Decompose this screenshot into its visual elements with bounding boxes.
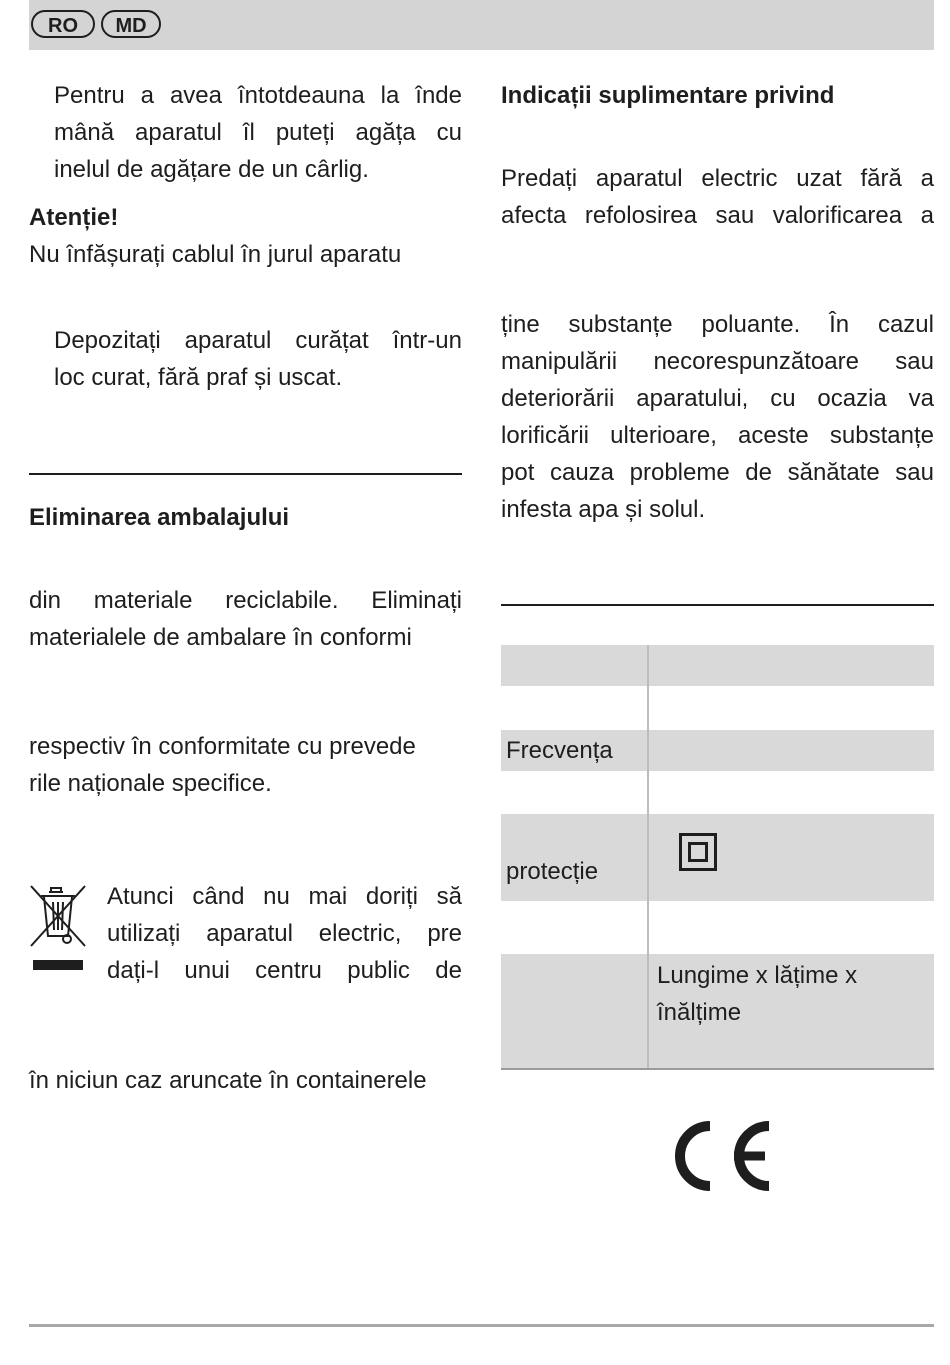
pollutants-line-4: lorificării ulterioare, aceste substanțe — [501, 422, 934, 449]
pollutants-line-6: infesta apa și solul. — [501, 496, 706, 523]
hanging-ring-line-1: Pentru a avea întotdeauna la înde — [54, 82, 462, 109]
packaging-line-1: din materiale reciclabile. Eliminați — [29, 587, 462, 614]
table-bottom-rule — [501, 1068, 934, 1070]
frequency-label: Frecvența — [506, 737, 613, 764]
packaging-line-4: rile naționale specifice. — [29, 770, 272, 797]
attention-text: Nu înfășurați cablul în jurul aparatu — [29, 241, 402, 268]
pollutants-line-1: ține substanțe poluante. În cazul — [501, 311, 934, 338]
recycling-line-2: afecta refolosirea sau valorificarea a — [501, 202, 934, 229]
pollutants-line-5: pot cauza probleme de sănătate sau — [501, 459, 934, 486]
section-divider — [29, 473, 462, 475]
language-badge-ro: RO — [31, 10, 95, 38]
footer-rule — [29, 1324, 934, 1327]
storage-line-1: Depozitați aparatul curățat într-un — [54, 327, 462, 354]
ce-mark-icon — [662, 1117, 774, 1195]
header-bar — [29, 0, 934, 50]
dimensions-value-line-2: înălțime — [657, 999, 742, 1026]
language-badge-md: MD — [101, 10, 161, 38]
table-row — [501, 645, 934, 686]
table-column-divider — [647, 645, 649, 1069]
packaging-line-3: respectiv în conformitate cu prevede — [29, 733, 416, 760]
technical-data-divider — [501, 604, 934, 606]
packaging-line-2: materialele de ambalare în conformi — [29, 624, 412, 651]
pollutants-line-2: manipulării necorespunzătoare sau — [501, 348, 934, 375]
pollutants-line-3: deteriorării aparatului, cu ocazia va — [501, 385, 934, 412]
recycling-line-1: Predați aparatul electric uzat fără a — [501, 165, 934, 192]
packaging-heading: Eliminarea ambalajului — [29, 504, 290, 531]
protection-class-label: protecție — [506, 858, 599, 885]
hanging-ring-line-3: inelul de agățare de un cârlig. — [54, 156, 369, 183]
crossed-out-wheelie-bin-icon — [27, 884, 91, 974]
class-ii-double-square-icon — [679, 833, 717, 871]
attention-heading: Atenție! — [29, 204, 119, 231]
dimensions-value-line-1: Lungime x lățime x — [657, 962, 858, 989]
additional-info-heading: Indicații suplimentare privind — [501, 82, 835, 109]
disposal-bottom-line: în niciun caz aruncate în containerele — [29, 1067, 427, 1094]
hanging-ring-line-2: mână aparatul îl puteți agăța cu — [54, 119, 462, 146]
weee-line-3: dați-l unui centru public de — [107, 957, 462, 984]
weee-line-1: Atunci când nu mai doriți să — [107, 883, 462, 910]
storage-line-2: loc curat, fără praf și uscat. — [54, 364, 343, 391]
weee-line-2: utilizați aparatul electric, pre — [107, 920, 462, 947]
